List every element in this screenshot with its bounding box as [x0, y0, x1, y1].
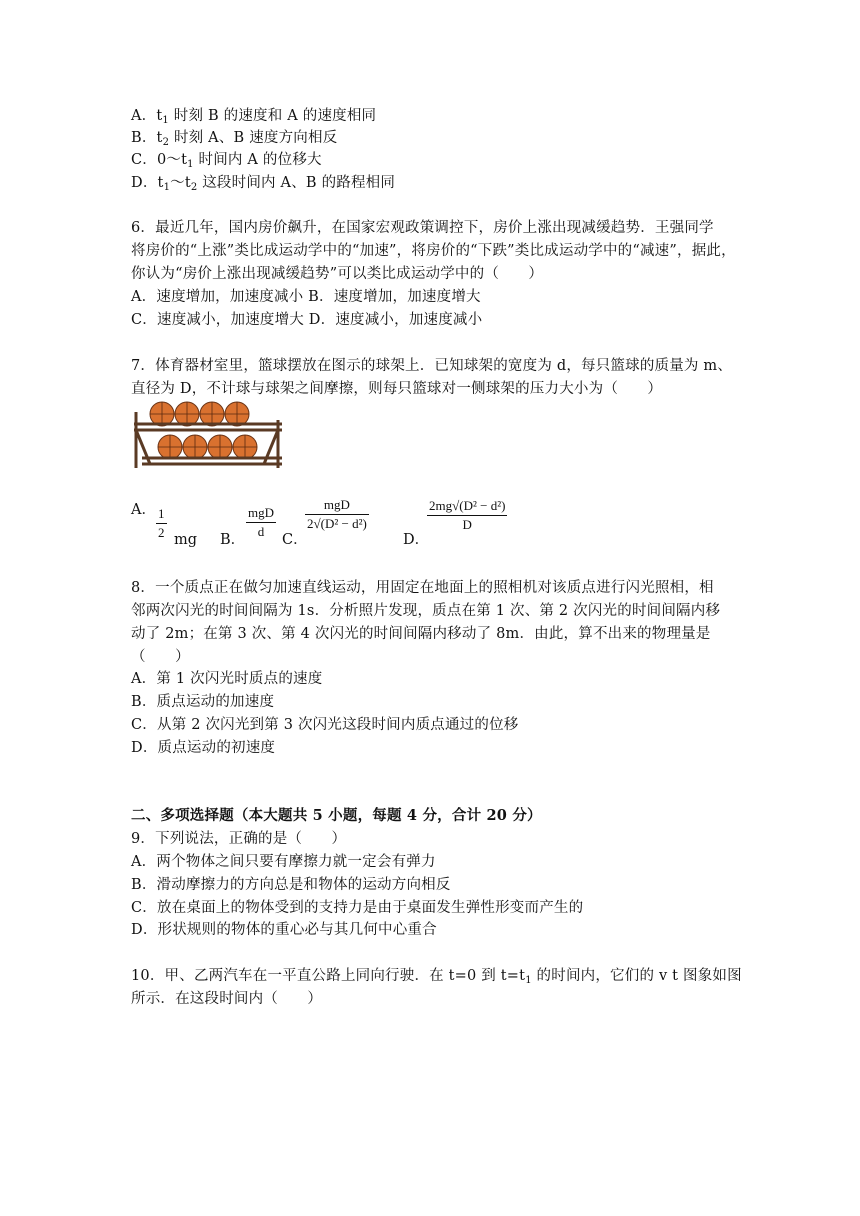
q7-opt-b-den: d — [257, 524, 265, 539]
section-heading: 二、多项选择题（本大题共 5 小题，每题 4 分，合计 20 分） — [131, 807, 542, 824]
q6-options-cd: C．速度减小，加速度增大 D．速度减小，加速度减小 — [131, 312, 483, 328]
q8-stem-line3: 动了 2m；在第 3 次、第 4 次闪光的时间间隔内移动了 8m．由此，算不出来的物理量是 — [131, 626, 711, 642]
q7-opt-c-den: 2√(D² − d²) — [307, 516, 367, 531]
q9-stem: 9．下列说法，正确的是（ ） — [131, 831, 347, 847]
q7-opt-a-num: 1 — [158, 506, 165, 521]
q10-stem-line1 — [131, 966, 742, 991]
q8-option-c: C．从第 2 次闪光到第 3 次闪光这段时间内质点通过的位移 — [131, 717, 519, 733]
q5-opt-b-sub: 2 — [162, 137, 170, 148]
basketball-rack-figure — [132, 400, 284, 470]
q8-option-b: B．质点运动的加速度 — [131, 694, 275, 710]
q7-opt-b-fraction — [246, 505, 276, 540]
q5-option-d — [131, 173, 395, 198]
q7-opt-d-bar — [427, 515, 507, 516]
q9-option-c: C．放在桌面上的物体受到的支持力是由于桌面发生弹性形变而产生的 — [131, 900, 584, 916]
q7-opt-b-bar — [246, 522, 276, 523]
q5-opt-c-sub: 1 — [187, 159, 194, 170]
q5-opt-d-mid: ～t — [170, 175, 191, 191]
q7-opt-c-label: C． — [282, 532, 308, 548]
q8-stem-line4: （ ） — [131, 649, 190, 665]
q6-stem-line2: 将房价的“上涨”类比成运动学中的“加速”，将房价的“下跌”类比成运动学中的“减速”，据此， — [131, 243, 736, 259]
q7-opt-c-fraction — [305, 497, 369, 532]
q5-opt-d-sub1: 1 — [163, 182, 171, 193]
q5-opt-b-post: 时刻 A、B 速度方向相反 — [169, 130, 338, 146]
q5-opt-d-post: 这段时间内 A、B 的路程相同 — [197, 175, 396, 191]
q5-opt-a-post: 时刻 B 的速度和 A 的速度相同 — [168, 108, 377, 124]
q7-opt-a-tail: mg — [174, 532, 198, 548]
q8-option-a: A．第 1 次闪光时质点的速度 — [131, 671, 323, 687]
q5-option-c — [131, 150, 322, 175]
q7-opt-a-label: A． — [131, 502, 156, 518]
q7-stem-line2: 直径为 D，不计球与球架之间摩擦，则每只篮球对一侧球架的压力大小为（ ） — [131, 381, 663, 397]
q5-opt-b-pre: B．t — [131, 130, 163, 146]
q7-stem-line1: 7．体育器材室里，篮球摆放在图示的球架上．已知球架的宽度为 d，每只篮球的质量为 m、 — [131, 358, 733, 374]
q7-opt-d-label: D． — [403, 532, 430, 548]
q6-stem-line3: 你认为“房价上涨出现减缓趋势”可以类比成运动学中的（ ） — [131, 266, 544, 282]
q5-opt-a-sub: 1 — [162, 115, 169, 126]
q7-opt-d-fraction — [427, 498, 507, 533]
q8-option-d: D．质点运动的初速度 — [131, 740, 276, 756]
q6-stem-line1: 6．最近几年，国内房价飙升，在国家宏观政策调控下，房价上涨出现减缓趋势．王强同学 — [131, 220, 714, 236]
q5-opt-d-sub2: 2 — [190, 182, 198, 193]
q7-opt-c-bar — [305, 514, 369, 515]
q9-option-d: D．形状规则的物体的重心必与其几何中心重合 — [131, 922, 437, 938]
q7-opt-c-num: mgD — [323, 497, 350, 512]
q7-opt-b-num: mgD — [248, 505, 274, 520]
q5-opt-d-pre: D．t — [131, 175, 164, 191]
q5-opt-c-pre: C．0～t — [131, 152, 188, 168]
q9-option-a: A．两个物体之间只要有摩擦力就一定会有弹力 — [131, 854, 436, 870]
q7-opt-d-den: D — [462, 517, 472, 532]
q7-opt-d-num: 2mg√(D² − d²) — [429, 498, 506, 513]
q10-line1-sub: 1 — [525, 975, 532, 986]
q7-opt-b-label: B． — [220, 532, 246, 548]
q10-line1-post: 的时间内，它们的 v t 图象如图 — [531, 968, 742, 984]
q7-opt-a-bar — [156, 523, 167, 524]
q5-opt-a-pre: A．t — [131, 108, 163, 124]
q9-option-b: B．滑动摩擦力的方向总是和物体的运动方向相反 — [131, 877, 451, 893]
q8-stem-line1: 8．一个质点正在做匀加速直线运动，用固定在地面上的照相机对该质点进行闪光照相，相 — [131, 580, 714, 596]
q7-opt-a-fraction — [156, 506, 167, 541]
q7-opt-a-den: 2 — [158, 525, 165, 540]
q6-options-ab: A．速度增加，加速度减小 B．速度增加，加速度增大 — [131, 289, 481, 305]
q10-stem-line2: 所示．在这段时间内（ ） — [131, 991, 323, 1007]
q10-line1-pre: 10．甲、乙两汽车在一平直公路上同向行驶．在 t=0 到 t=t — [131, 968, 526, 984]
q8-stem-line2: 邻两次闪光的时间间隔为 1s．分析照片发现，质点在第 1 次、第 2 次闪光的时间间隔内移 — [131, 603, 721, 619]
q5-opt-c-post: 时间内 A 的位移大 — [193, 152, 322, 168]
